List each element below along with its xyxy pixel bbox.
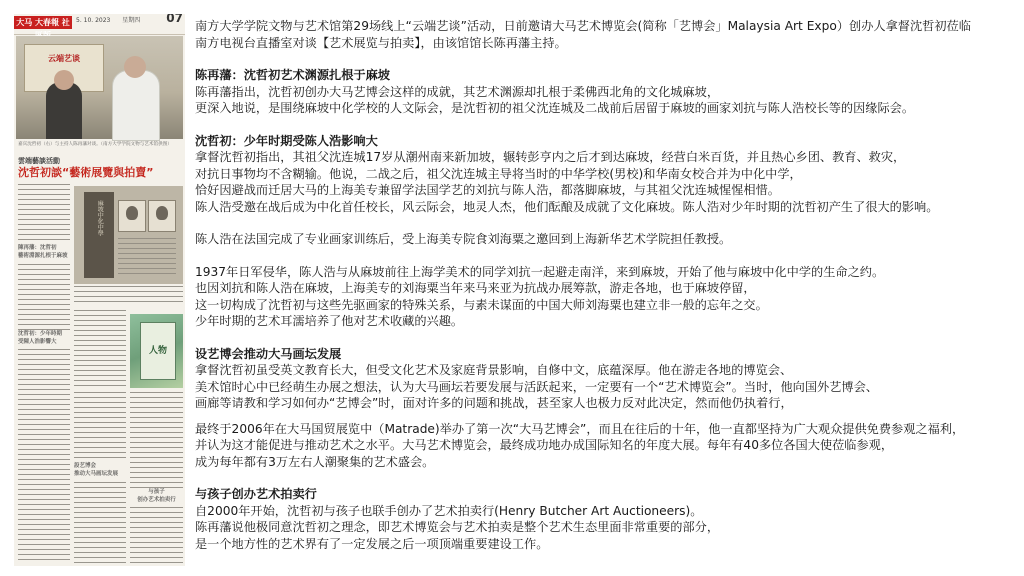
newspaper-clipping-image [14,14,185,566]
body-line: 陈人浩在法国完成了专业画家训练后，受上海美专院食刘海粟之邀回到上海新华艺术学院担任教授。 [195,232,732,246]
newspaper-page-number: 07 [166,14,183,25]
column-subhead: 設艺博会 [74,462,126,470]
body-line: 自2000年开始，沈哲初与孩子也联手创办了艺术拍卖行(Henry Butcher Art Auctioneers)。 [195,503,703,518]
body-line: 更深入地说，是围绕麻坡中化学校的人文际会，是沈哲初的祖父沈连城及二战前后居留于麻坡的画家刘抗与陈人浩校长等的因缘际会。 [195,101,915,115]
host-figure [46,82,82,139]
column-subhead: 创办艺术拍卖行 [130,496,183,504]
guest-figure [112,70,160,141]
section-heading: 与孩子创办艺术拍卖行 [195,487,317,501]
body-line: 是一个地方性的艺术界有了一定发展之后一项顶端重要建设工作。 [195,536,549,551]
newspaper-headline: 沈哲初談“藝術展覽與拍賣” [18,166,154,179]
body-line: 对抗日事物均不含糊输。他说，二战之后，祖父沈连城主导将当时的中华学校(男校)和华南女校合并为中化中学， [195,166,802,181]
section-tag: 雲端藝談活動 [18,157,60,165]
body-line: 陈人浩受邀在战后成为中化首任校长，风云际会，地灵人杰，他们酝酿及成就了文化麻坡。陈人浩对少年时期的沈哲初产生了很大的影响。 [195,199,939,214]
column-subhead: 推动大马画坛发展 [74,470,126,478]
column-subhead: 与孩子 [130,488,183,496]
newspaper-masthead [14,14,185,35]
body-line: 拿督沈哲初虽受英文教育长大，但受文化艺术及家庭背景影响，自修中文，底蕴深厚。他在游走各地的博览会、 [195,363,793,377]
event-poster: 云端艺谈 [24,44,104,92]
body-line: 并认为这才能促进与推动艺术之水平。大马艺术博览会，最终成功地办成国际知名的年度大展。每年有40多位各国大使莅临参观， [195,438,894,452]
historic-photo [74,186,183,284]
body-line: 少年时期的艺术耳濡培养了他对艺术收藏的兴趣。 [195,314,464,328]
column-subhead: 沈哲初：少年時期 [18,330,70,338]
body-line: 美术馆时心中已经萌生办展之想法，认为大马画坛若要发展与活跃起来，一定要有一个“艺术博览会”。当时，他向国外艺博会、 [195,379,878,394]
column-subhead: 陳再藩：沈哲初 [18,244,70,252]
body-line: 这一切构成了沈哲初与这些先驱画家的特殊关系，与素未谋面的中国大师刘海粟也建立非一般的忘年之交。 [195,297,768,312]
section-heading: 设艺博会推动大马画坛发展 [195,346,342,361]
host-head [54,70,74,90]
article-body [195,18,1017,552]
book-cover: 人物 [140,322,176,380]
body-line: 1937年日军侵华，陈人浩与从麻坡前往上海学美术的同学刘抗一起避走南洋，来到麻坡，开始了他与麻坡中化中学的生命之约。 [195,264,885,279]
intro-line: 南方大学学院文物与艺术馆第29场线上“云端艺谈”活动，日前邀请大马艺术博览会(简称「艺博会」Malaysia Art Expo）创办人拿督沈哲初莅临 [195,19,971,33]
intro-line: 南方电视台直播室对谈【艺术展览与拍卖】，由该馆馆长陈再藩主持。 [195,35,567,50]
portrait-photo [118,200,146,232]
interview-photo [16,36,183,139]
newspaper-column-1 [18,184,70,564]
book-cover-photo [130,314,183,388]
body-line: 陈再藩指出，沈哲初创办大马艺博会这样的成就，其艺术渊源却扎根于柔佛西北角的文化城麻坡， [195,84,720,99]
body-line: 恰好因避战而迁居大马的上海美专兼留学法国学艺的刘抗与陈人浩，都落脚麻坡，与其祖父沈连城惺惺相惜。 [195,183,780,197]
photo-caption: 嘉宾沈哲初（右）与主持人陈再藩对谈。（南方大学学院文物与艺术馆供图） [18,142,172,147]
body-line: 拿督沈哲初指出，其祖父沈连城17岁从潮州南来新加坡，辗转彭亨内之后才到达麻坡，经营白米百货，并且热心乡团、教育、救灾， [195,150,906,164]
newspaper-date: 5. 10. 2023 星期四 [76,17,141,24]
column-subhead: 受陳人浩影響大 [18,338,70,346]
column-subhead: 藝術淵源扎根于麻坡 [18,252,70,260]
newspaper-column-2-top [74,310,126,388]
body-line: 最终于2006年在大马国贸展览中（Matrade)举办了第一次“大马艺博会”，而且在往后的十年，他一直都坚持为广大观众提供免费参观之福利， [195,421,965,436]
body-line: 陈再藩说他极同意沈哲初之理念，即艺术博览会与艺术拍卖是整个艺术生态里面非常重要的部分， [195,520,720,534]
historic-photo-caption [74,286,183,306]
section-heading: 沈哲初：少年时期受陈人浩影响大 [195,133,378,148]
body-line: 成为每年都有3万左右人潮聚集的艺术盛会。 [195,454,435,469]
portrait-photo [148,200,176,232]
section-heading: 陈再藩：沈哲初艺术渊源扎根于麻坡 [195,68,390,82]
body-line: 画廊等请教和学习如何办“艺博会”时，面对许多的问题和挑战，甚至家人也极力反对此决定，然而他仍执着行， [195,396,793,410]
school-signboard: 麻坡中化中學 [84,192,114,278]
body-line: 也因刘抗和陈人浩在麻坡，上海美专的刘海粟当年来马来亚为抗战办展筹款，游走各地，也于麻坡停留， [195,281,756,295]
guest-head [124,56,146,78]
newspaper-column-2 [74,392,126,564]
newspaper-logo: 大马 大春報 社 [14,16,72,29]
newspaper-column-3 [130,392,183,564]
